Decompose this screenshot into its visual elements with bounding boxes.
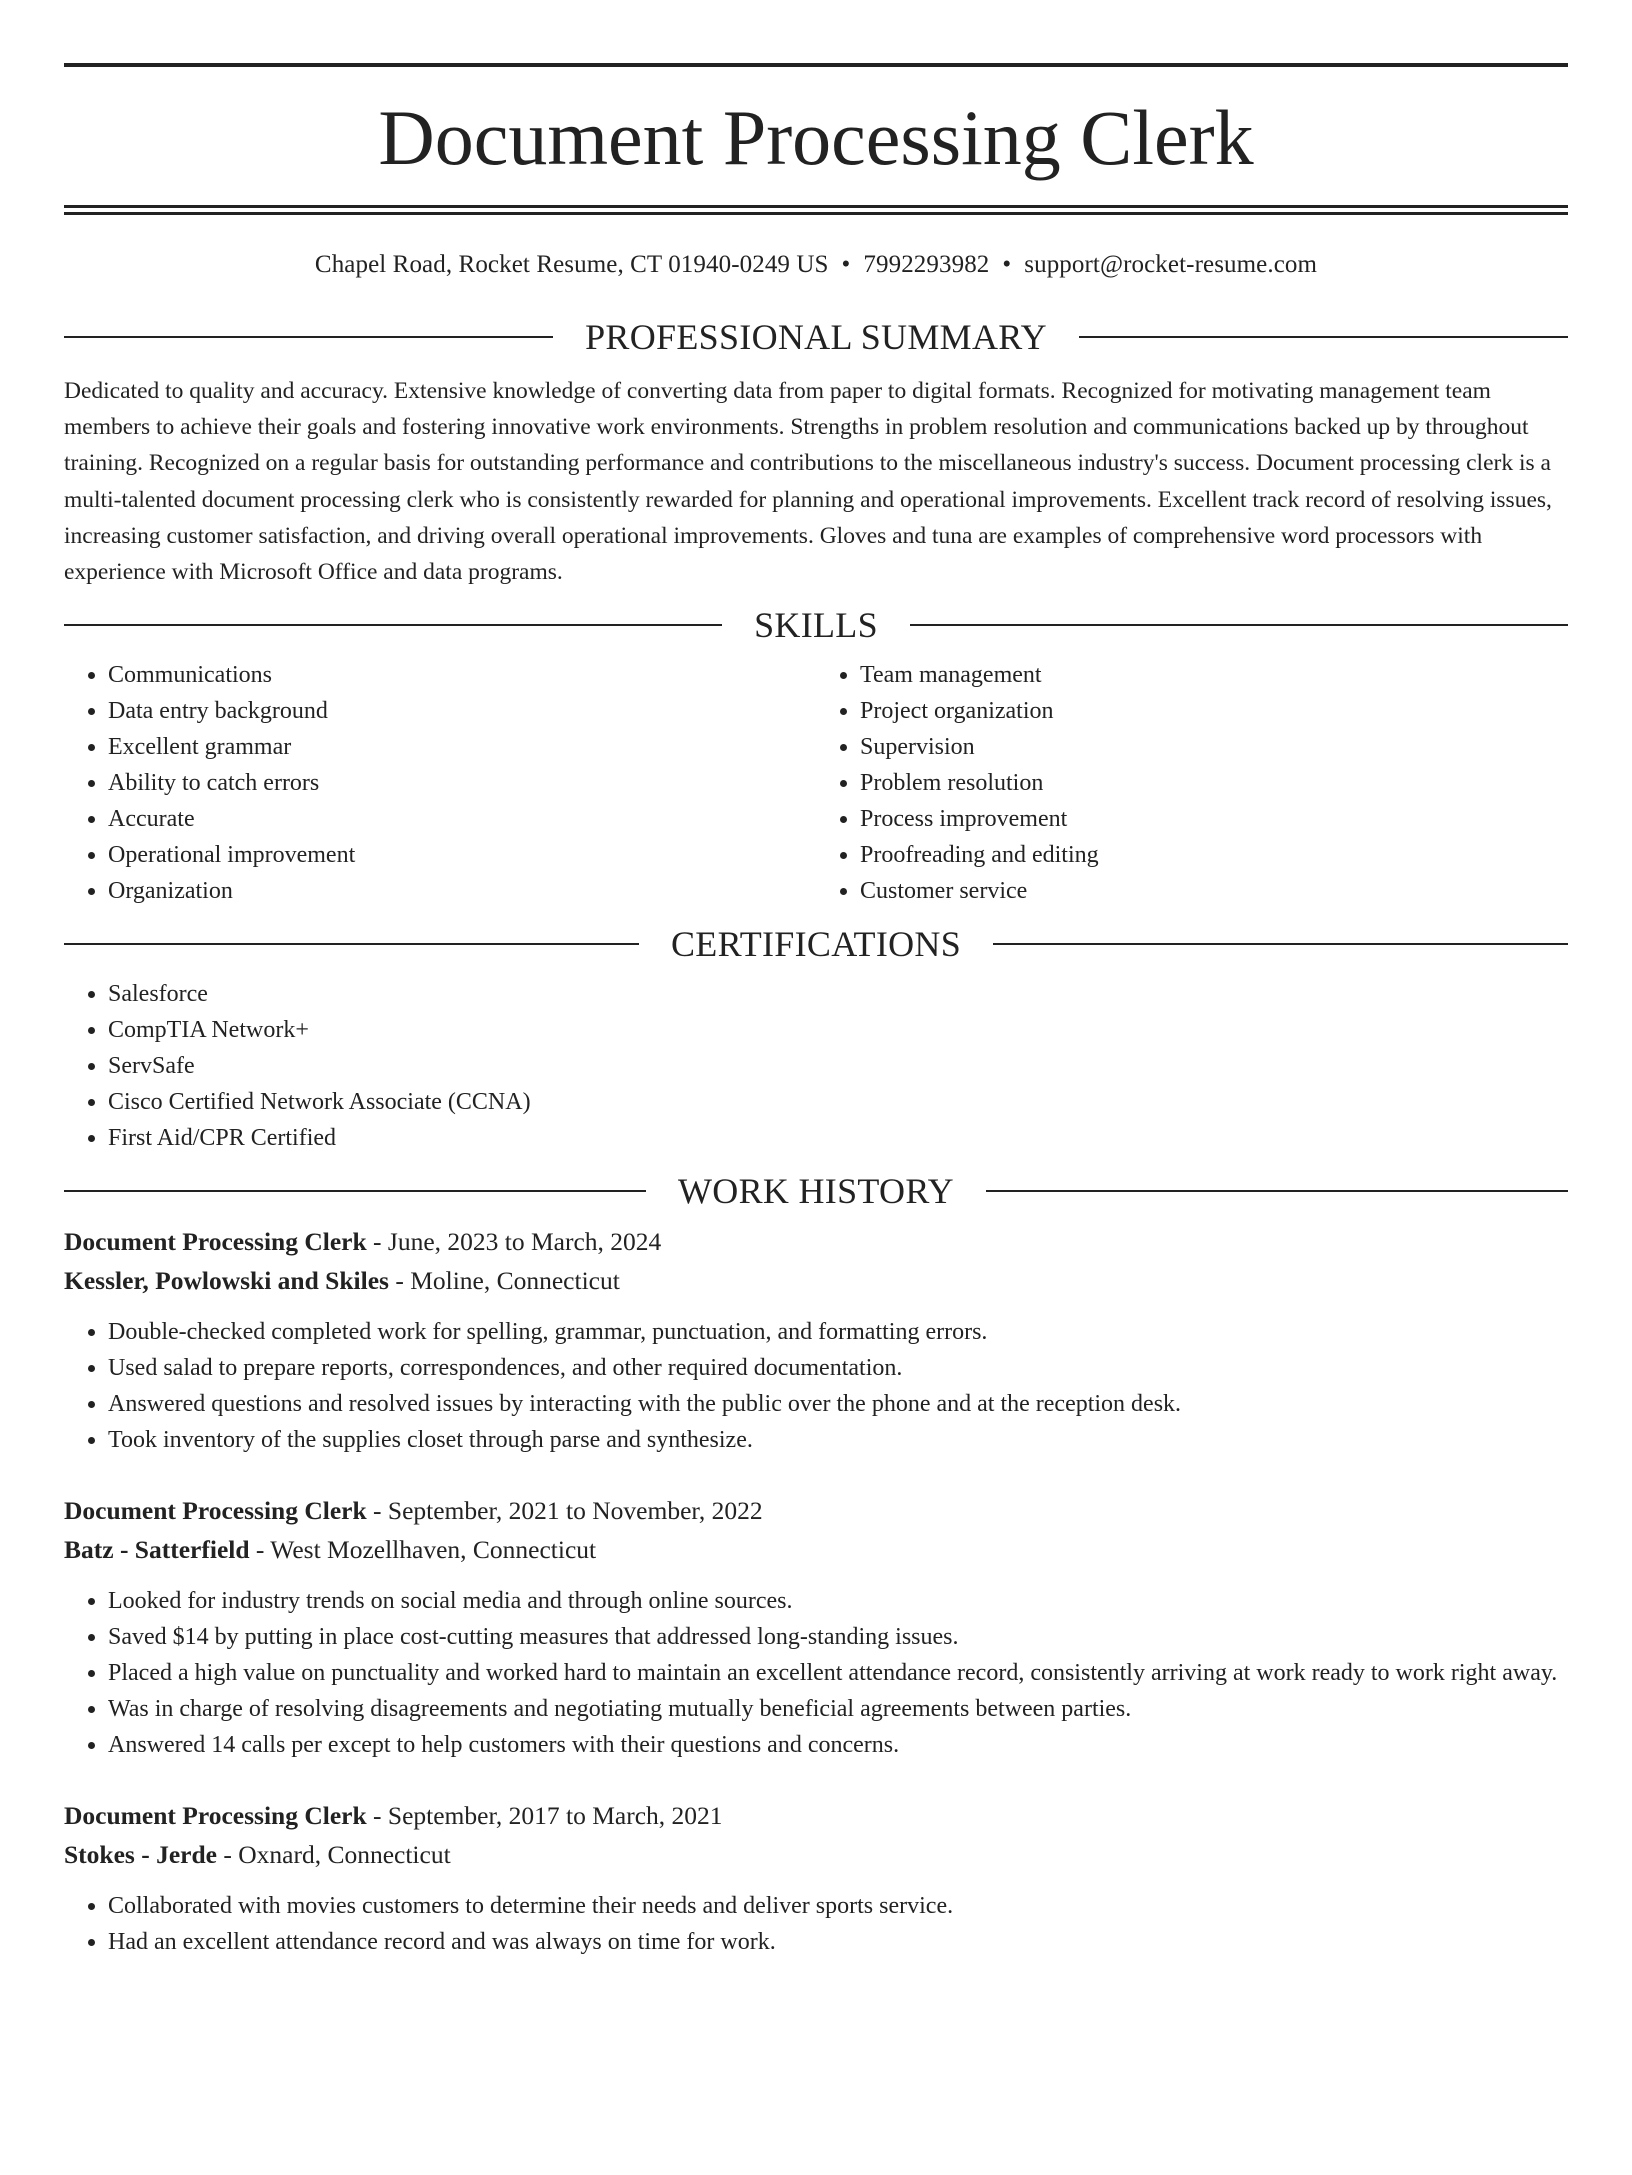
list-item: • Took inventory of the supplies closet through parse and synthesize. xyxy=(108,1422,1568,1458)
job-title: Document Processing Clerk xyxy=(64,1801,367,1831)
skills-heading-label: SKILLS xyxy=(754,605,878,646)
contact-line xyxy=(64,250,1568,280)
job-title-line xyxy=(64,1491,1568,1530)
list-item: • Saved $14 by putting in place cost-cutting measures that addressed long-standing issues. xyxy=(108,1619,1568,1655)
divider-line xyxy=(993,943,1568,945)
job-company: Kessler, Powlowski and Skiles xyxy=(64,1266,389,1296)
list-item: • Problem resolution xyxy=(860,765,1568,801)
list-item: • Double-checked completed work for spelling, grammar, punctuation, and formatting errors. xyxy=(108,1314,1568,1350)
list-item: • Excellent grammar xyxy=(108,729,816,765)
job-company: Stokes - Jerde xyxy=(64,1840,217,1870)
certifications-heading xyxy=(64,924,1568,964)
list-item: • First Aid/CPR Certified xyxy=(108,1120,1568,1156)
resume-page xyxy=(0,63,1632,2175)
job-company-line xyxy=(64,1261,1568,1300)
list-item: • Operational improvement xyxy=(108,837,816,873)
divider-line xyxy=(1079,336,1568,338)
skills-left-list xyxy=(64,657,816,909)
list-item: • Answered 14 calls per except to help customers with their questions and concerns. xyxy=(108,1727,1568,1763)
work-history-heading-label: WORK HISTORY xyxy=(678,1171,954,1212)
divider-line xyxy=(64,624,722,626)
job-company-line xyxy=(64,1835,1568,1874)
divider-line xyxy=(910,624,1568,626)
job-location: - Moline, Connecticut xyxy=(388,1266,620,1296)
skills-columns xyxy=(64,657,1568,909)
job-duties-list xyxy=(64,1314,1568,1458)
job-location: - Oxnard, Connecticut xyxy=(216,1840,451,1870)
list-item: • Was in charge of resolving disagreements and negotiating mutually beneficial agreements between parties. xyxy=(108,1691,1568,1727)
list-item: • Customer service xyxy=(860,873,1568,909)
contact-separator: • xyxy=(841,251,851,278)
list-item: • Process improvement xyxy=(860,801,1568,837)
summary-text: Dedicated to quality and accuracy. Extensive knowledge of converting data from paper to digital formats. Recognized for motivating management team members to achieve their goals and fostering innovative work environments. Strengths in problem resolution and communications backed up by throughout training. Recognized on a regular basis for outstanding performance and contributions to the miscellaneous industry's success. Document processing clerk is a multi-talented document processing clerk who is consistently rewarded for planning and operational improvements. Excellent track record of resolving issues, increasing customer satisfaction, and driving overall operational improvements. Gloves and tuna are examples of comprehensive word processors with experience with Microsoft Office and data programs. xyxy=(64,378,1552,586)
list-item: • Data entry background xyxy=(108,693,816,729)
divider-line xyxy=(64,1190,646,1192)
list-item: • Communications xyxy=(108,657,816,693)
divider-line xyxy=(986,1190,1568,1192)
job-title-line xyxy=(64,1222,1568,1261)
list-item: • Salesforce xyxy=(108,976,1568,1012)
certifications-list xyxy=(64,976,1568,1156)
job-company: Batz - Satterfield xyxy=(64,1535,250,1565)
divider-line xyxy=(64,336,553,338)
list-item: • Looked for industry trends on social media and through online sources. xyxy=(108,1583,1568,1619)
work-history-heading xyxy=(64,1171,1568,1211)
list-item: • Collaborated with movies customers to determine their needs and deliver sports service. xyxy=(108,1888,1568,1924)
job-title-line xyxy=(64,1796,1568,1835)
list-item: • Supervision xyxy=(860,729,1568,765)
list-item: • Placed a high value on punctuality and worked hard to maintain an excellent attendance record, consistently arriving at work ready to work right away. xyxy=(108,1655,1568,1691)
summary-heading xyxy=(64,317,1568,357)
skills-right-column xyxy=(816,657,1568,909)
job-dates: - September, 2017 to March, 2021 xyxy=(366,1801,723,1831)
contact-address: Chapel Road, Rocket Resume, CT 01940-0249 US xyxy=(314,251,829,278)
list-item: • Ability to catch errors xyxy=(108,765,816,801)
list-item: • Answered questions and resolved issues by interacting with the public over the phone and at the reception desk. xyxy=(108,1386,1568,1422)
list-item: • Organization xyxy=(108,873,816,909)
divider-line xyxy=(64,943,639,945)
job-dates: - June, 2023 to March, 2024 xyxy=(366,1227,662,1257)
summary-heading-label: PROFESSIONAL SUMMARY xyxy=(585,317,1047,357)
list-item: • Had an excellent attendance record and was always on time for work. xyxy=(108,1924,1568,1960)
skills-left-column xyxy=(64,657,816,909)
list-item: • Proofreading and editing xyxy=(860,837,1568,873)
job-company-line xyxy=(64,1530,1568,1569)
job-title: Document Processing Clerk xyxy=(64,1227,367,1257)
contact-separator: • xyxy=(1002,251,1012,278)
skills-right-list xyxy=(816,657,1568,909)
job-title: Document Processing Clerk xyxy=(64,1496,367,1526)
certifications-heading-label: CERTIFICATIONS xyxy=(670,924,962,965)
job-duties-list xyxy=(64,1583,1568,1763)
list-item: • ServSafe xyxy=(108,1048,1568,1084)
job-location: - West Mozellhaven, Connecticut xyxy=(249,1535,597,1565)
job-entry xyxy=(64,1796,1568,1960)
contact-email: support@rocket-resume.com xyxy=(1024,251,1318,278)
list-item: • Used salad to prepare reports, correspondences, and other required documentation. xyxy=(108,1350,1568,1386)
job-duties-list xyxy=(64,1888,1568,1960)
skills-heading xyxy=(64,605,1568,645)
job-entry xyxy=(64,1222,1568,1458)
list-item: • Team management xyxy=(860,657,1568,693)
list-item: • Cisco Certified Network Associate (CCNA) xyxy=(108,1084,1568,1120)
title-double-rule xyxy=(64,205,1568,215)
list-item: • Accurate xyxy=(108,801,816,837)
job-dates: - September, 2021 to November, 2022 xyxy=(366,1496,763,1526)
resume-title: Document Processing Clerk xyxy=(378,94,1254,181)
contact-phone: 7992293982 xyxy=(863,251,990,278)
list-item: • Project organization xyxy=(860,693,1568,729)
job-entry xyxy=(64,1491,1568,1763)
list-item: • CompTIA Network+ xyxy=(108,1012,1568,1048)
